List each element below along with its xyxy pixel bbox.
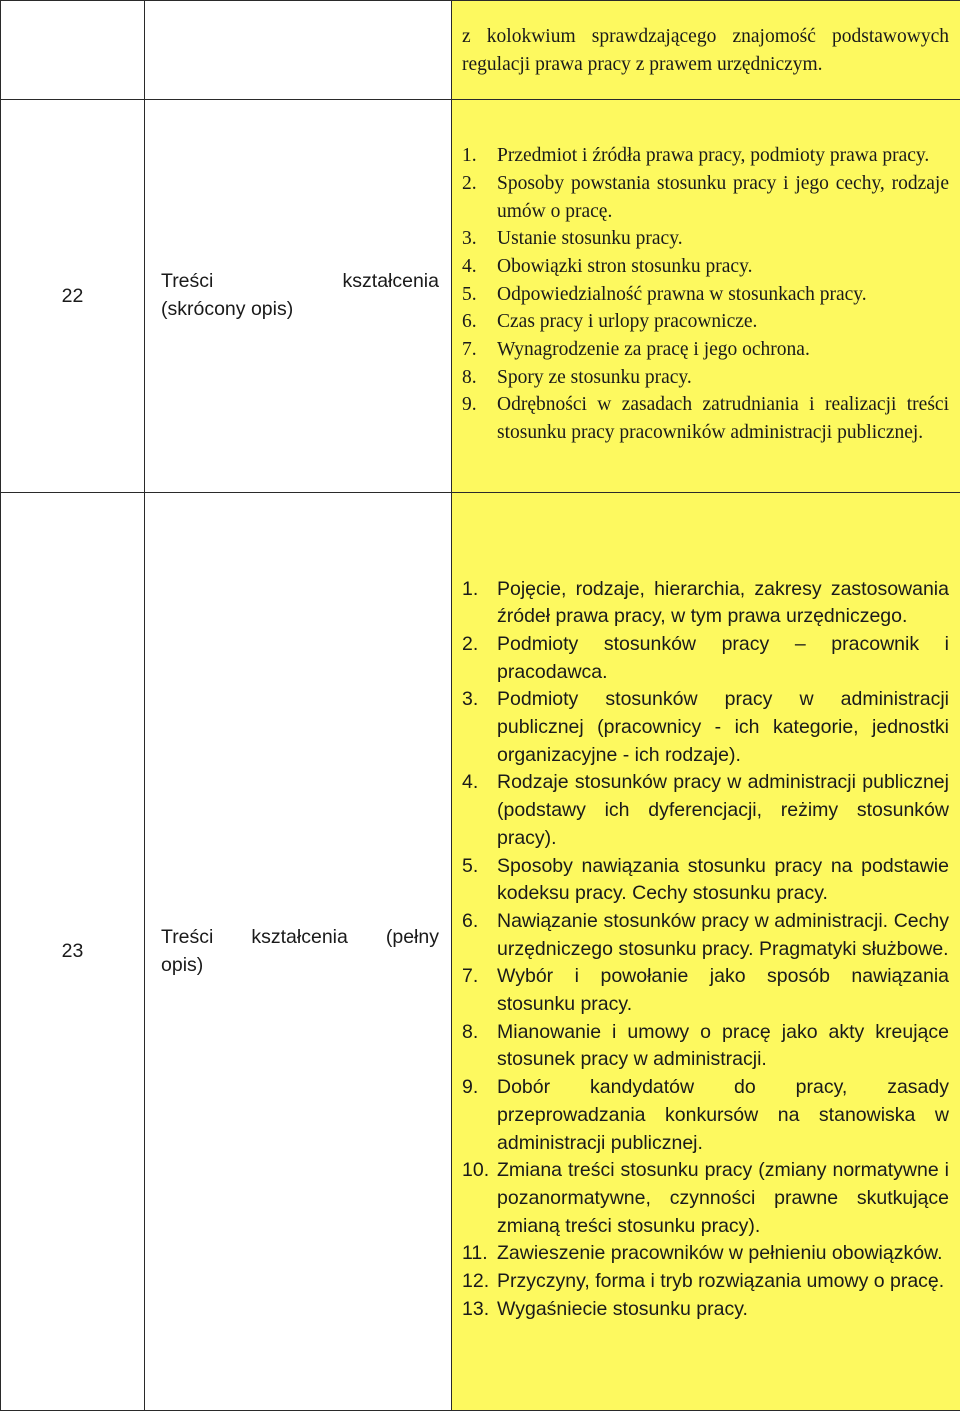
list-item-number: 1. bbox=[462, 577, 479, 600]
list-item-text: Podmioty stosunków pracy w administracji publicznej (pracownicy - ich kategorie, jednostki organizacyjne - ich rodzaje). bbox=[497, 688, 949, 766]
list-item-number: 10. bbox=[462, 1159, 490, 1182]
list-item bbox=[462, 308, 949, 336]
row-content-cell bbox=[452, 493, 960, 1411]
row-label-line: opis) bbox=[161, 953, 204, 976]
list-item-text: Podmioty stosunków pracy – pracownik i pracodawca. bbox=[497, 632, 949, 683]
row-label bbox=[145, 268, 451, 323]
list-item bbox=[462, 853, 949, 908]
list-item bbox=[462, 1019, 949, 1074]
list-item bbox=[462, 281, 949, 309]
list-item-text: Spory ze stosunku pracy. bbox=[497, 366, 692, 388]
row-number-cell bbox=[1, 100, 145, 493]
list-item-text: Dobór kandydatów do pracy, zasady przeprowadzania konkursów na stanowiska w administracji publicznej. bbox=[497, 1076, 949, 1154]
list-item-text: Wygaśniecie stosunku pracy. bbox=[497, 1297, 748, 1320]
list-item-text: Sposoby powstania stosunku pracy i jego cechy, rodzaje umów o pracę. bbox=[497, 172, 949, 222]
row-content-cell bbox=[452, 1, 960, 100]
list-item bbox=[462, 253, 949, 281]
row-label-cell bbox=[145, 100, 452, 493]
row-label-cell bbox=[145, 493, 452, 1411]
list-item-number: 3. bbox=[462, 228, 477, 250]
list-item bbox=[462, 1296, 949, 1324]
list-item-text: Rodzaje stosunków pracy w administracji publicznej (podstawy ich dyferencjacji, reżimy stosunków pracy). bbox=[497, 771, 949, 849]
list-item bbox=[462, 364, 949, 392]
row-label-line: (skrócony opis) bbox=[161, 298, 294, 320]
list-item-text: Sposoby nawiązania stosunku pracy na podstawie kodeksu pracy. Cechy stosunku pracy. bbox=[497, 854, 949, 905]
row-number: 23 bbox=[61, 940, 84, 962]
list-item-number: 5. bbox=[462, 283, 477, 305]
list-item bbox=[462, 1268, 949, 1296]
list-item bbox=[462, 142, 949, 170]
list-item-text: Przyczyny, forma i tryb rozwiązania umowy o pracę. bbox=[497, 1270, 945, 1293]
list-item-number: 4. bbox=[462, 255, 477, 277]
list-item-text: Przedmiot i źródła prawa pracy, podmioty prawa pracy. bbox=[497, 145, 930, 167]
list-item-number: 7. bbox=[462, 339, 477, 361]
list-item-number: 13. bbox=[462, 1297, 490, 1320]
list-item-text: Nawiązanie stosunków pracy w administracji. Cechy urzędniczego stosunku pracy. Pragmatyki służbowe. bbox=[497, 909, 949, 960]
list-item-number: 4. bbox=[462, 771, 479, 794]
list-item-number: 11. bbox=[462, 1242, 488, 1265]
list-item bbox=[462, 1157, 949, 1240]
table-row bbox=[1, 100, 960, 493]
row-number-cell bbox=[1, 1, 145, 100]
row-label-line: Treści kształcenia bbox=[161, 270, 439, 293]
row-label-cell bbox=[145, 1, 452, 100]
list-item-text: Odpowiedzialność prawna w stosunkach pracy. bbox=[497, 283, 867, 305]
topic-list bbox=[462, 576, 949, 1324]
list-item-number: 3. bbox=[462, 688, 479, 711]
list-item-text: Obowiązki stron stosunku pracy. bbox=[497, 255, 753, 277]
list-item-number: 12. bbox=[462, 1270, 490, 1293]
list-item-text: Wybór i powołanie jako sposób nawiązania stosunku pracy. bbox=[497, 965, 949, 1016]
list-item-number: 5. bbox=[462, 854, 479, 877]
row-label bbox=[145, 924, 451, 979]
list-item bbox=[462, 908, 949, 963]
table-row bbox=[1, 493, 960, 1411]
row-number: 22 bbox=[61, 284, 84, 307]
list-item-number: 2. bbox=[462, 632, 479, 655]
list-item bbox=[462, 336, 949, 364]
list-item-text: Wynagrodzenie za pracę i jego ochrona. bbox=[497, 339, 810, 361]
list-item-number: 2. bbox=[462, 172, 477, 194]
list-item bbox=[462, 769, 949, 852]
list-item bbox=[462, 391, 949, 446]
list-item-number: 7. bbox=[462, 965, 479, 988]
list-item-text: Zawieszenie pracowników w pełnieniu obowiązków. bbox=[497, 1242, 943, 1265]
list-item-number: 6. bbox=[462, 311, 477, 333]
list-item-number: 6. bbox=[462, 909, 479, 932]
list-item-text: Mianowanie i umowy o pracę jako akty kreujące stosunek pracy w administracji. bbox=[497, 1020, 949, 1071]
list-item-number: 9. bbox=[462, 394, 477, 416]
list-item bbox=[462, 170, 949, 225]
list-item bbox=[462, 576, 949, 631]
list-item bbox=[462, 1240, 949, 1268]
content-list-wrap bbox=[452, 141, 960, 451]
content-list-wrap bbox=[452, 576, 960, 1328]
list-item-number: 8. bbox=[462, 366, 477, 388]
list-item bbox=[462, 963, 949, 1018]
topic-list bbox=[462, 142, 949, 447]
row-label-line: Treści kształcenia (pełny bbox=[161, 925, 439, 948]
list-item-number: 1. bbox=[462, 145, 477, 167]
list-item-text: Ustanie stosunku pracy. bbox=[497, 228, 683, 250]
list-item-number: 9. bbox=[462, 1076, 479, 1099]
list-item-text: Czas pracy i urlopy pracownicze. bbox=[497, 311, 758, 333]
list-item-text: Zmiana treści stosunku pracy (zmiany normatywne i pozanormatywne, czynności prawne skutkujące zmianą treści stosunku pracy). bbox=[497, 1159, 949, 1237]
list-item-text: Odrębności w zasadach zatrudniania i realizacji treści stosunku pracy pracowników administracji publicznej. bbox=[497, 394, 949, 444]
list-item bbox=[462, 225, 949, 253]
row-number-cell bbox=[1, 493, 145, 1411]
list-item bbox=[462, 631, 949, 686]
list-item bbox=[462, 686, 949, 769]
content-paragraph: z kolokwium sprawdzającego znajomość podstawowych regulacji prawa pracy z prawem urzędniczym. bbox=[462, 25, 949, 75]
row-content-cell bbox=[452, 100, 960, 493]
table-row bbox=[1, 1, 960, 100]
list-item-number: 8. bbox=[462, 1020, 479, 1043]
list-item bbox=[462, 1074, 949, 1157]
list-item-text: Pojęcie, rodzaje, hierarchia, zakresy zastosowania źródeł prawa pracy, w tym prawa urzędniczego. bbox=[497, 577, 949, 628]
